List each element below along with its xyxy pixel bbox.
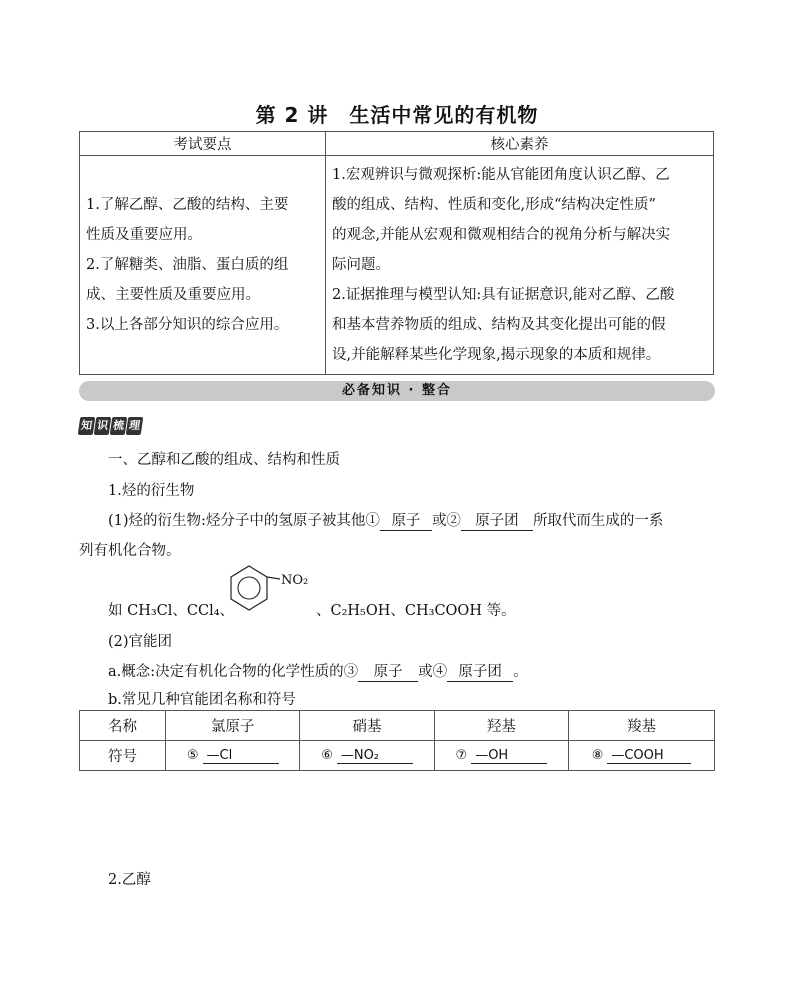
blank-number: ⑤ bbox=[186, 748, 199, 763]
literacy-line: 和基本营养物质的组成、结构及其变化提出可能的假 bbox=[332, 317, 666, 333]
literacy-line: 设,并能解释某些化学现象,揭示现象的本质和规律。 bbox=[332, 347, 661, 363]
exam-points-cell bbox=[80, 156, 326, 375]
groups-caption: b.常见几种官能团名称和符号 bbox=[108, 692, 296, 708]
group-symbol-cell bbox=[569, 741, 715, 771]
group-symbol-cell bbox=[300, 741, 434, 771]
name-row-header: 名称 bbox=[80, 711, 166, 741]
text-run: (1)烃的衍生物:烃分子中的氢原子被其他① bbox=[108, 513, 380, 529]
subsection-ethanol: 2.乙醇 bbox=[108, 872, 151, 888]
symbol-row-header: 符号 bbox=[80, 741, 166, 771]
literacy-line: 酸的组成、结构、性质和变化,形成“结构决定性质” bbox=[332, 197, 656, 213]
group-name-cell: 羟基 bbox=[434, 711, 568, 741]
group-name-cell: 硝基 bbox=[300, 711, 434, 741]
examples-lead: 如 CH₃Cl、CCl₄、 bbox=[108, 603, 235, 619]
badge-char: 理 bbox=[126, 417, 144, 435]
paragraph-derivatives bbox=[108, 509, 663, 531]
group-symbol-cell bbox=[434, 741, 568, 771]
knowledge-badge bbox=[79, 417, 143, 435]
text-run: 或④ bbox=[418, 664, 448, 680]
blank-number: ⑦ bbox=[455, 748, 468, 763]
blank-number: ⑥ bbox=[321, 748, 333, 763]
nitro-label: NO₂ bbox=[281, 573, 309, 588]
answer-blank: 原子 bbox=[358, 663, 418, 682]
text-run: 或② bbox=[431, 513, 461, 529]
paragraph-continuation: 列有机化合物。 bbox=[79, 543, 181, 559]
examples-tail: 、C₂H₅OH、CH₃COOH 等。 bbox=[316, 603, 516, 619]
banner-label: 必备知识 · 整合 bbox=[342, 383, 452, 398]
functional-group-heading: (2)官能团 bbox=[108, 634, 173, 650]
answer-blank: 原子团 bbox=[447, 663, 513, 682]
functional-groups-table bbox=[79, 710, 715, 771]
requirements-table bbox=[79, 131, 714, 375]
text-run: a.概念:决定有机化合物的化学性质的③ bbox=[108, 664, 359, 680]
exam-points-header: 考试要点 bbox=[80, 132, 326, 156]
exam-point-line: 性质及重要应用。 bbox=[86, 227, 202, 243]
text-run: 所取代而生成的一系 bbox=[532, 513, 664, 529]
nitrobenzene-structure bbox=[224, 563, 314, 623]
answer-blank: —COOH bbox=[607, 748, 691, 764]
exam-point-line: 2.了解糖类、油脂、蛋白质的组 bbox=[86, 257, 289, 273]
exam-point-line: 1.了解乙醇、乙酸的结构、主要 bbox=[86, 197, 289, 213]
literacy-line: 2.证据推理与模型认知:具有证据意识,能对乙醇、乙酸 bbox=[332, 287, 675, 303]
literacy-line: 的观念,并能从宏观和微观相结合的视角分析与解决实 bbox=[332, 227, 671, 243]
badge-char: 识 bbox=[94, 417, 112, 435]
section-banner bbox=[79, 381, 715, 401]
core-literacy-cell bbox=[326, 156, 714, 375]
paragraph-concept bbox=[108, 660, 528, 682]
blank-number: ⑧ bbox=[591, 748, 604, 763]
group-symbol-cell bbox=[166, 741, 300, 771]
exam-point-line: 3.以上各部分知识的综合应用。 bbox=[86, 317, 289, 333]
answer-blank: —NO₂ bbox=[337, 748, 413, 764]
group-name-cell: 羧基 bbox=[569, 711, 715, 741]
literacy-line: 际问题。 bbox=[332, 257, 390, 273]
answer-blank: 原子 bbox=[380, 512, 432, 531]
badge-char: 知 bbox=[78, 417, 96, 435]
answer-blank: —Cl bbox=[203, 748, 279, 764]
page-title: 第 2 讲 生活中常见的有机物 bbox=[255, 103, 539, 127]
core-literacy-header: 核心素养 bbox=[326, 132, 714, 156]
subsection-heading: 1.烃的衍生物 bbox=[108, 483, 195, 499]
exam-point-line: 成、主要性质及重要应用。 bbox=[86, 287, 260, 303]
badge-char: 梳 bbox=[110, 417, 128, 435]
section-heading: 一、乙醇和乙酸的组成、结构和性质 bbox=[108, 452, 340, 468]
answer-blank: 原子团 bbox=[461, 512, 533, 531]
answer-blank: —OH bbox=[471, 748, 547, 764]
literacy-line: 1.宏观辨识与微观探析:能从官能团角度认识乙醇、乙 bbox=[332, 167, 670, 183]
text-run: 。 bbox=[513, 664, 528, 680]
group-name-cell: 氯原子 bbox=[166, 711, 300, 741]
